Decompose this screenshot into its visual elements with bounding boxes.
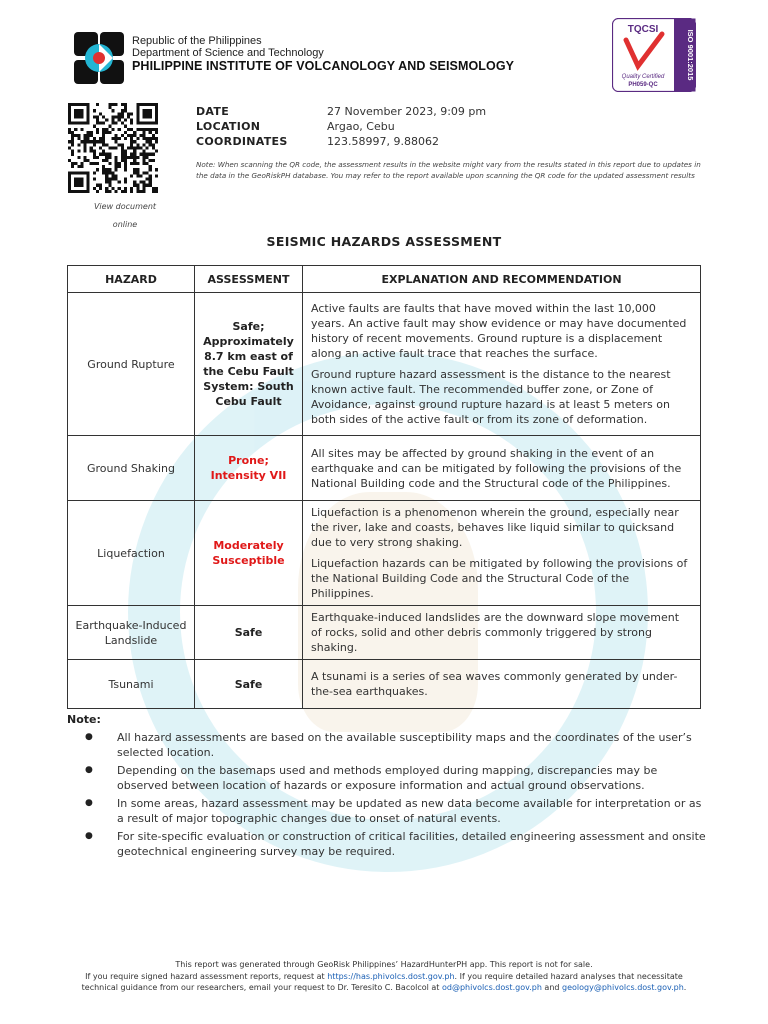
note-text: In some areas, hazard assessment may be updated as new data become available for interpretation or as a result of major topographic changes due to onset of natural events. [117, 797, 702, 825]
badge-standard: ISO 9001:2015 [686, 29, 695, 81]
agency-name-block [132, 36, 514, 74]
footer-line-2 [78, 971, 690, 994]
footer-text: If you require signed hazard assessment reports, request at [85, 971, 328, 981]
note-text: Depending on the basemaps used and methods employed during mapping, discrepancies may be observed between location of hazards or exposure information and actual ground observations. [117, 764, 658, 792]
list-item [67, 730, 707, 760]
note-text: For site-specific evaluation or construction of critical facilities, detailed engineering assessment and onsite geotechnical engineering survey may be required. [117, 830, 706, 858]
explanation-cell [303, 501, 701, 606]
hazard-name: Ground Rupture [68, 293, 195, 436]
assessment-result: Moderately Susceptible [195, 501, 303, 606]
badge-code: PH059-QC [628, 82, 658, 88]
notes-section [67, 713, 707, 862]
explanation-cell [303, 660, 701, 709]
explanation-paragraph: Earthquake-induced landslides are the downward slope movement of rocks, solid and other debris commonly triggered by strong shaking. [311, 611, 680, 654]
footer-text: and [541, 983, 563, 992]
footer-text: . [683, 983, 687, 992]
badge-brand: TQCSI [627, 24, 659, 35]
email-link-od[interactable]: od@phivolcs.dost.gov.ph [441, 983, 542, 992]
table-header-row [68, 266, 701, 293]
notes-title: Note: [67, 713, 101, 726]
location-value: Argao, Cebu [327, 120, 395, 133]
explanation-paragraph: All sites may be affected by ground shaking in the event of an earthquake and can be mitigated by following the provisions of the National Building code and the Structural code of the Philippines. [311, 446, 682, 490]
list-item [67, 763, 707, 793]
explanation-paragraph: Liquefaction is a phenomenon wherein the ground, especially near the river, lake and coasts, behaves like liquid similar to quicksand due to very strong shaking. [311, 506, 679, 549]
meta-row-date [196, 104, 486, 119]
qr-scan-note: Note: When scanning the QR code, the assessment results in the website might vary from the results stated in this report due to updates in the data in the GeoRiskPH database. You may refer to the report available upon scanning the QR code for the updated assessment results [196, 160, 701, 180]
hazard-name: Tsunami [68, 660, 195, 709]
iso-certification-badge-icon [612, 18, 696, 92]
location-label: LOCATION [196, 120, 261, 133]
email-link-geology[interactable]: geology@phivolcs.dost.gov.ph [562, 983, 684, 992]
coordinates-label: COORDINATES [196, 135, 288, 148]
agency-line-republic: Republic of the Philippines [132, 35, 262, 47]
column-header-assessment: ASSESSMENT [195, 266, 303, 293]
explanation-cell [303, 436, 701, 501]
list-item [67, 829, 707, 859]
notes-list [67, 730, 707, 859]
agency-line-department: Department of Science and Technology [132, 47, 324, 59]
badge-status: Quality Certified [621, 74, 665, 80]
table-row-liquefaction [68, 501, 701, 606]
hazard-request-link[interactable]: https://has.phivolcs.dost.gov.ph [327, 971, 455, 981]
hazard-assessment-table [67, 265, 701, 709]
qr-caption-line-2: online [112, 220, 138, 229]
qr-code-icon[interactable] [68, 103, 158, 193]
bullet-icon: ● [85, 831, 93, 841]
column-header-hazard: HAZARD [68, 266, 195, 293]
list-item [67, 796, 707, 826]
hazard-name: Earthquake-Induced Landslide [68, 606, 195, 660]
date-label: DATE [196, 105, 230, 118]
report-footer [78, 959, 690, 994]
column-header-explanation: EXPLANATION AND RECOMMENDATION [303, 266, 701, 293]
hazard-name: Ground Shaking [68, 436, 195, 501]
table-row-ground-rupture [68, 293, 701, 436]
report-metadata [196, 104, 486, 149]
meta-row-coordinates [196, 134, 486, 149]
assessment-result: Safe [195, 660, 303, 709]
table-row-tsunami [68, 660, 701, 709]
footer-text: . If you require detailed hazard analyses that necessitate technical guidance from our researchers, email your request to Dr. Teresito C. Bacolcol at [81, 971, 683, 992]
assessment-result: Safe [195, 606, 303, 660]
report-title: SEISMIC HAZARDS ASSESSMENT [266, 234, 502, 249]
qr-caption-line-1: View document [93, 202, 157, 211]
explanation-cell [303, 606, 701, 660]
bullet-icon: ● [85, 798, 93, 808]
qr-caption [68, 198, 182, 234]
coordinates-value: 123.58997, 9.88062 [327, 135, 439, 148]
phivolcs-logo-icon [68, 30, 130, 86]
bullet-icon: ● [85, 765, 93, 775]
explanation-paragraph: Active faults are faults that have moved within the last 10,000 years. An active fault may show evidence or may have documented history of recent movements. Ground rupture is a displacement along an active fault trace that reaches the surface. [311, 302, 687, 360]
date-value: 27 November 2023, 9:09 pm [327, 105, 487, 118]
assessment-result: Safe; Approximately 8.7 km east of the Cebu Fault System: South Cebu Fault [195, 293, 303, 436]
footer-line-1: This report was generated through GeoRisk Philippines’ HazardHunterPH app. This report is not for sale. [175, 960, 593, 969]
meta-row-location [196, 119, 486, 134]
explanation-paragraph: A tsunami is a series of sea waves commonly generated by under-the-sea earthquakes. [311, 670, 678, 698]
explanation-paragraph: Ground rupture hazard assessment is the distance to the nearest known active fault. The recommended buffer zone, or Zone of Avoidance, against ground rupture hazard is at least 5 meters on both sides of the active fault or from its zone of deformation. [311, 368, 671, 426]
explanation-cell [303, 293, 701, 436]
bullet-icon: ● [85, 732, 93, 742]
explanation-paragraph: Liquefaction hazards can be mitigated by following the provisions of the National Building Code and the Structural Code of the Philippines. [311, 557, 688, 600]
assessment-result: Prone; Intensity VII [195, 436, 303, 501]
agency-line-institute: PHILIPPINE INSTITUTE OF VOLCANOLOGY AND SEISMOLOGY [132, 59, 515, 73]
table-row-ground-shaking [68, 436, 701, 501]
table-row-earthquake-landslide [68, 606, 701, 660]
note-text: All hazard assessments are based on the available susceptibility maps and the coordinates of the user’s selected location. [117, 731, 692, 759]
hazard-name: Liquefaction [68, 501, 195, 606]
